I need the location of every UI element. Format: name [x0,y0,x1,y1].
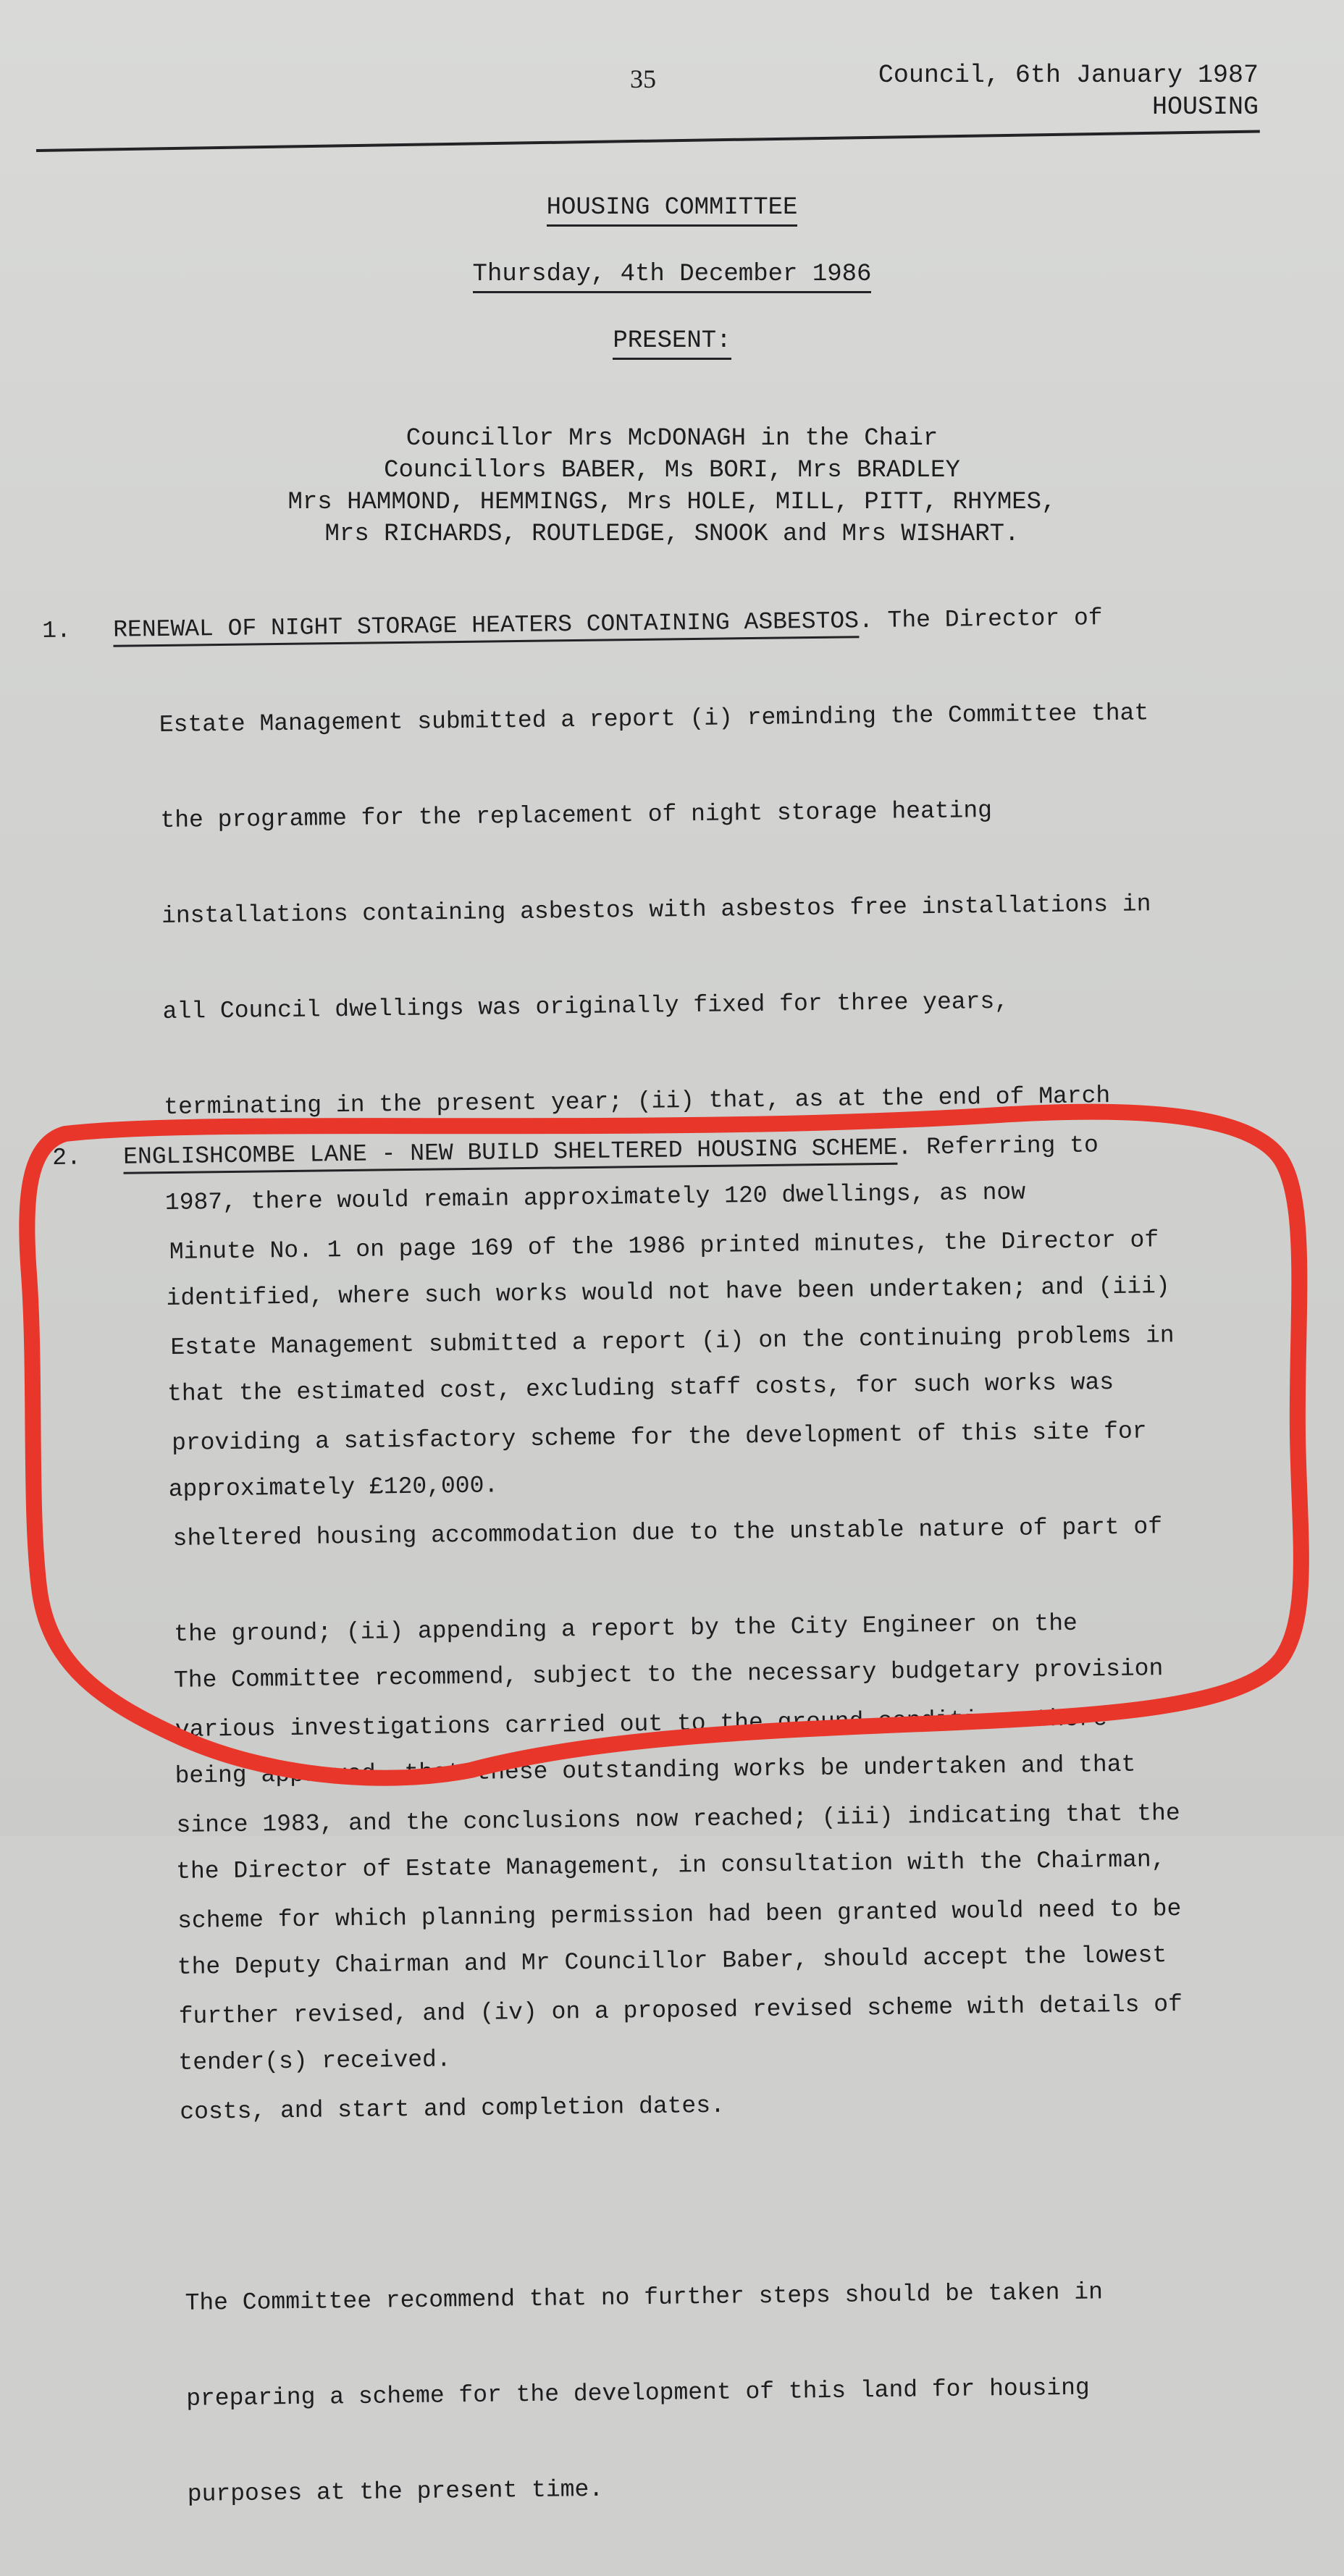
recommendation-line: the Deputy Chairman and Mr Councillor Baber, should accept the lowest [177,1942,1167,1981]
attendee-line: Mrs RICHARDS, ROUTLEDGE, SNOOK and Mrs WISHART. [324,521,1020,548]
recommendation-line: preparing a scheme for the development of this land for housing [185,2374,1090,2412]
page-number: 35 [630,64,656,93]
recommendation-line: the Director of Estate Management, in consultation with the Chairman, [175,1846,1166,1885]
meeting-date-block [0,261,1344,293]
present-label-block [0,327,1344,360]
body-line: 1987, there would remain approximately 120 dwellings, as now [164,1179,1026,1216]
present-label: PRESENT: [613,327,731,360]
body-line: Estate Management submitted a report (i) reminding the Committee that [159,699,1149,739]
item-number: 2. [52,1144,82,1171]
body-line: Estate Management submitted a report (i) on the continuing problems in [170,1322,1175,1362]
body-line: approximately £120,000. [168,1472,499,1503]
attendee-line: Mrs HAMMOND, HEMMINGS, Mrs HOLE, MILL, PITT, RHYMES, [287,489,1057,516]
recommendation-line: being approved, that these outstanding works be undertaken and that [175,1751,1136,1790]
body-line: terminating in the present year; (ii) that, as at the end of March [164,1082,1111,1121]
body-line: scheme for which planning permission had been granted would need to be [177,1895,1182,1935]
body-line: providing a satisfactory scheme for the development of this site for [171,1418,1147,1457]
body-line: installations containing asbestos with asbestos free installations in [161,891,1151,930]
item-body [53,1159,1289,2194]
body-line: since 1983, and the conclusions now reached; (iii) indicating that the [176,1800,1180,1839]
attendee-line: Councillor Mrs McDONAGH in the Chair [406,425,938,453]
body-line: that the estimated cost, excluding staff costs, for such works was [167,1368,1114,1407]
body-line: Minute No. 1 on page 169 of the 1986 printed minutes, the Director of [169,1226,1159,1266]
body-line: various investigations carried out to the ground conditions there [175,1705,1108,1743]
attendee-list [0,423,1344,550]
section-label: HOUSING [1151,93,1259,122]
body-line: identified, where such works would not have been undertaken; and (iii) [166,1273,1170,1312]
recommendation-line: tender(s) received. [178,2046,451,2076]
item-heading-tail: . The Director of [858,605,1103,635]
body-line: costs, and start and completion dates. [180,2092,726,2126]
body-line: the programme for the replacement of night storage heating [160,796,993,835]
minute-item-2 [52,1127,1293,2575]
item-heading: RENEWAL OF NIGHT STORAGE HEATERS CONTAINING ASBESTOS [113,607,859,647]
recommendation-line: purposes at the present time. [187,2475,604,2508]
committee-title-block [0,194,1344,227]
item-heading-tail: . Referring to [897,1132,1099,1161]
item-number: 1. [42,617,72,644]
meeting-line: Council, 6th January 1987 [878,61,1259,90]
recommendation-line: The Committee recommend, subject to the necessary budgetary provision [173,1655,1164,1694]
body-line: further revised, and (iv) on a proposed revised scheme with details of [178,1991,1183,2030]
recommendation-line: The Committee recommend that no further steps should be taken in [185,2278,1104,2317]
header-rule [36,130,1260,152]
attendee-line: Councillors BABER, Ms BORI, Mrs BRADLEY [384,457,960,484]
meeting-date: Thursday, 4th December 1986 [473,261,872,293]
item-heading: ENGLISHCOMBE LANE - NEW BUILD SHELTERED HOUSING SCHEME [123,1135,898,1174]
page-header [878,59,1259,123]
committee-title: HOUSING COMMITTEE [547,194,798,227]
body-line: all Council dwellings was originally fixed for three years, [162,988,1009,1026]
body-line: the ground; (ii) appending a report by the City Engineer on the [174,1609,1078,1648]
body-line: sheltered housing accommodation due to the unstable nature of part of [172,1513,1163,1553]
item-recommendation [65,2210,1293,2576]
